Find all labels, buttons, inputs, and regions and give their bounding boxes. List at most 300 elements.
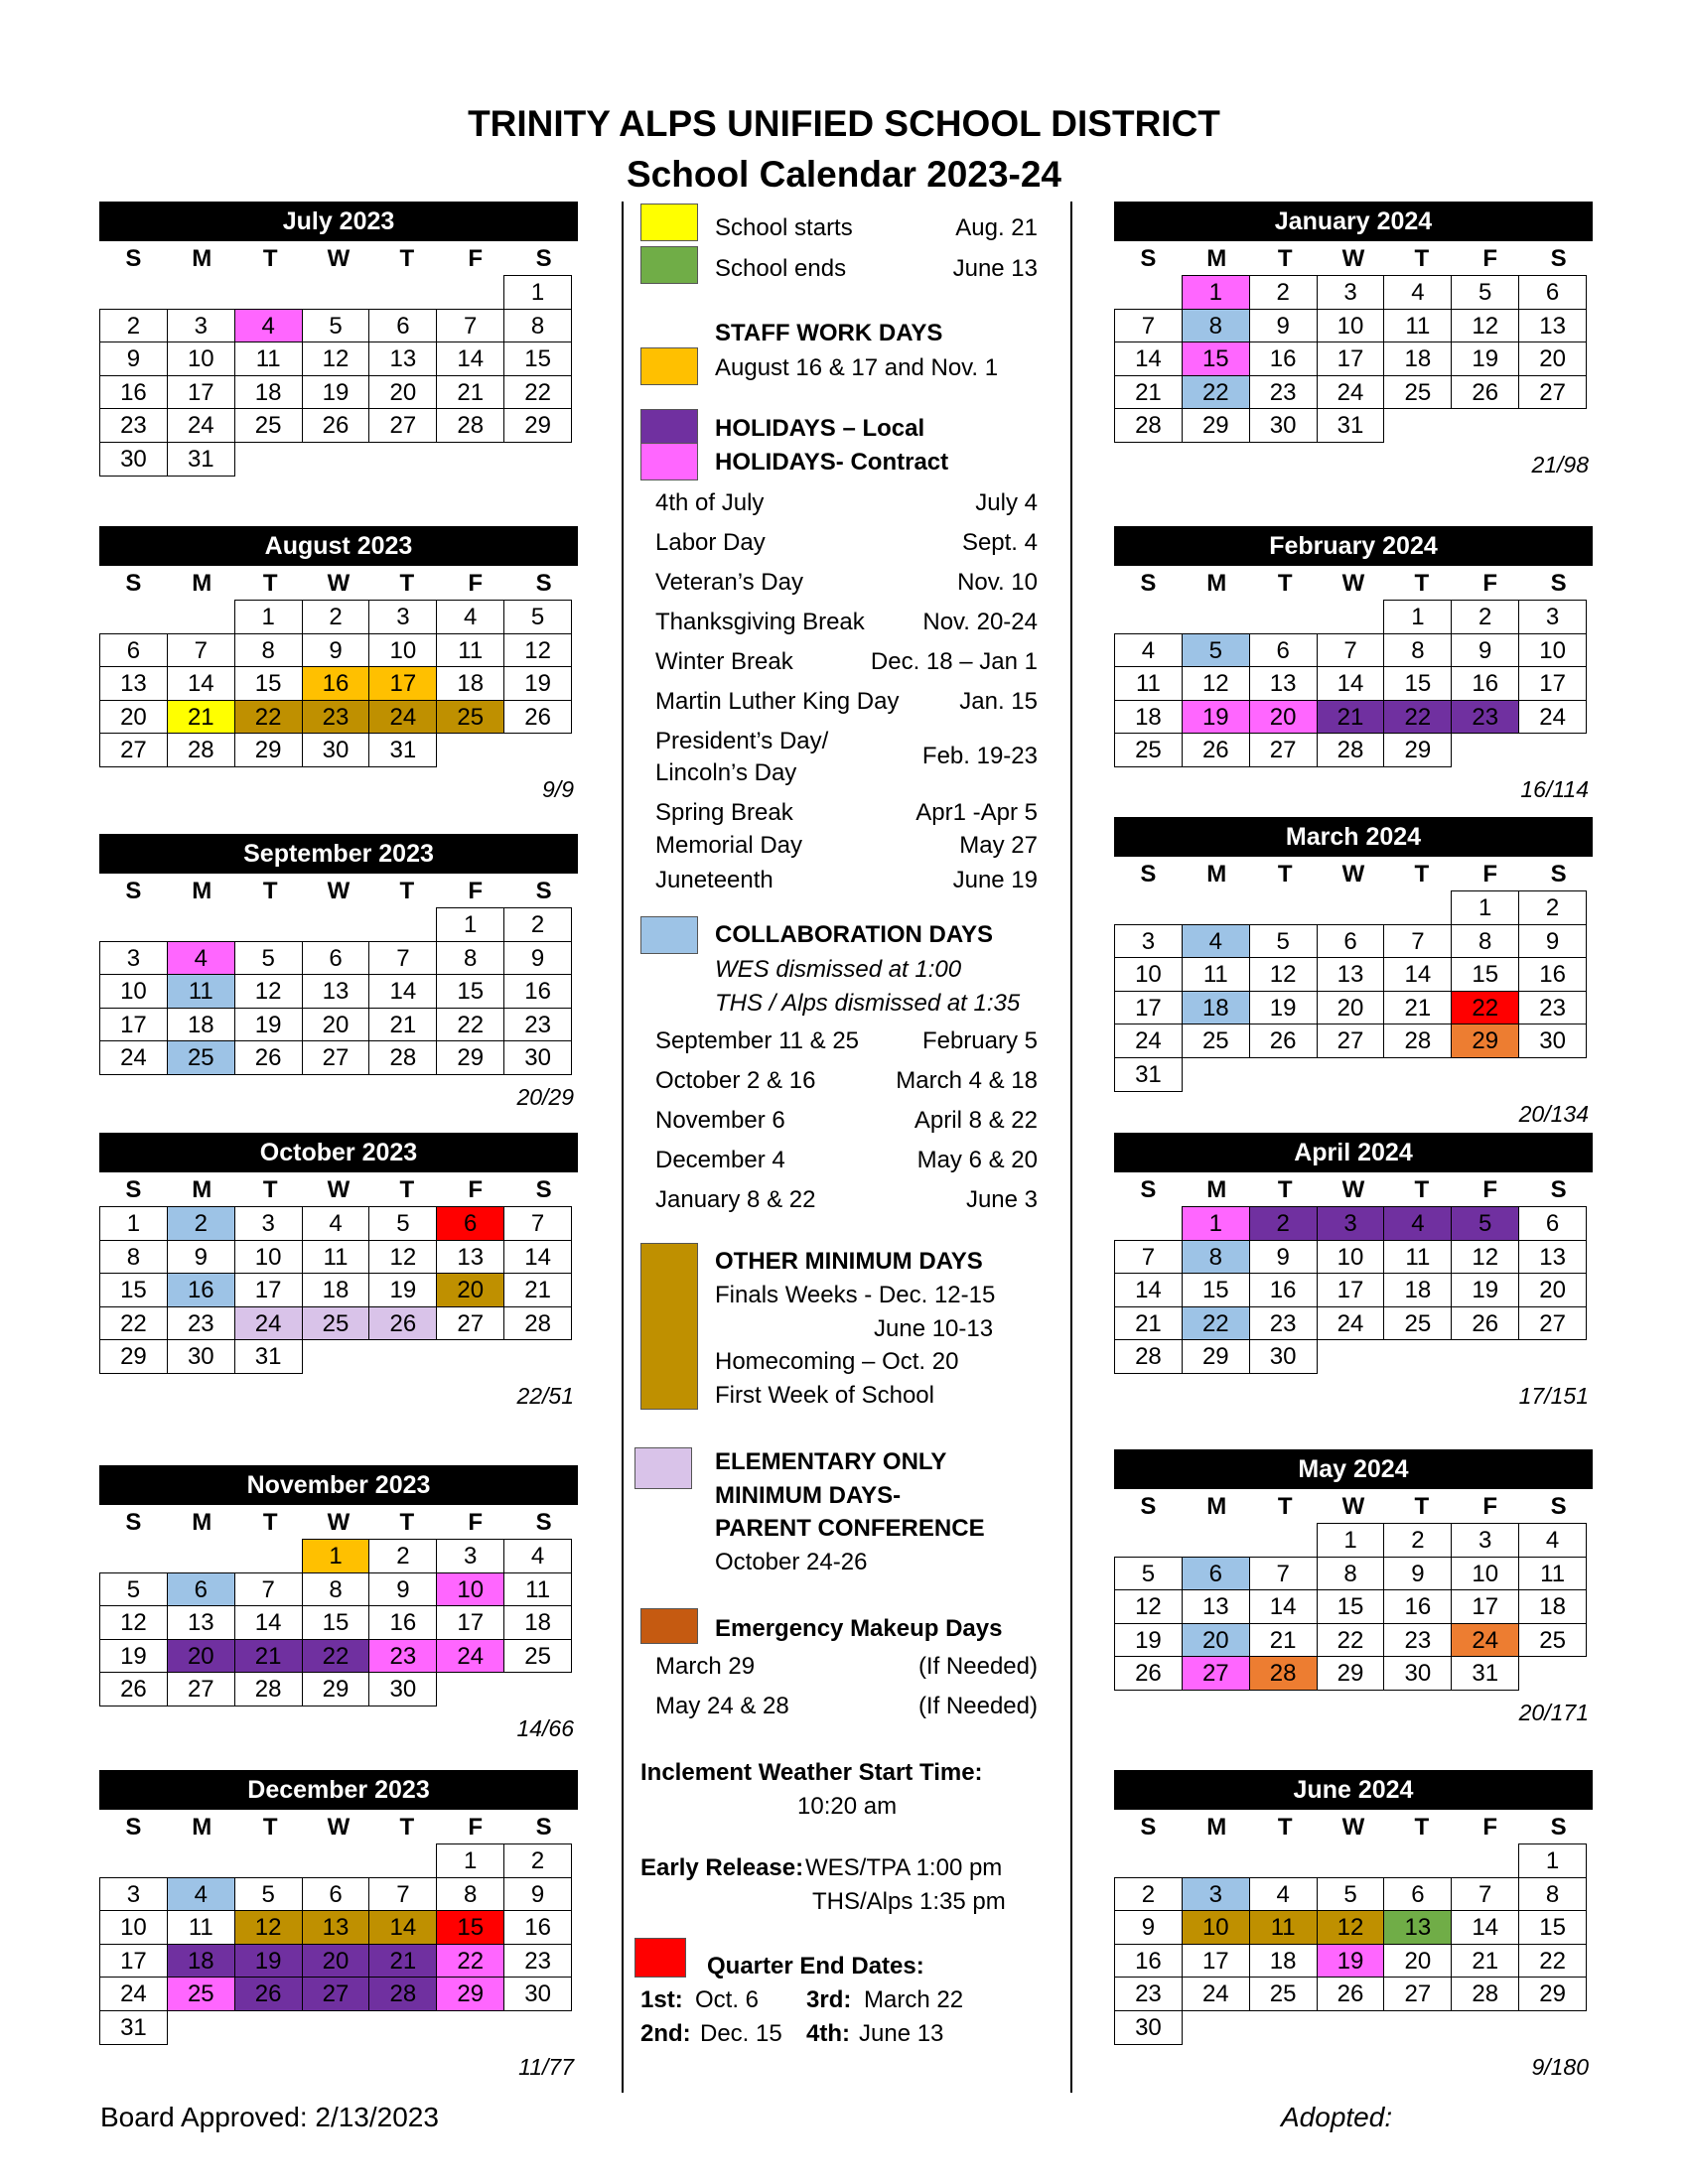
weekday-label: F: [468, 570, 484, 597]
month-title: April 2024: [1114, 1133, 1593, 1172]
staff-work-swatch: [640, 347, 698, 385]
day-cell: 13: [302, 1910, 370, 1945]
day-grid: [1114, 275, 1593, 442]
collaboration-title: COLLABORATION DAYS: [715, 921, 994, 948]
empty-cell: [1383, 890, 1452, 925]
month-november-2023: [99, 1465, 578, 1742]
day-cell: 30: [1249, 408, 1318, 443]
day-cell: 10: [1317, 1240, 1385, 1275]
weekday-header: [1114, 1810, 1593, 1843]
weekday-label: S: [535, 1814, 552, 1841]
school-ends-date: June 13: [952, 255, 1038, 282]
day-cell: 11: [1518, 1557, 1587, 1591]
min-days-title: OTHER MINIMUM DAYS: [715, 1248, 983, 1275]
day-cell: 25: [167, 1977, 235, 2011]
day-cell: 19: [1114, 1623, 1183, 1658]
day-cell: 22: [1182, 375, 1250, 410]
empty-cell: [234, 1539, 303, 1573]
day-cell: 15: [1182, 1273, 1250, 1307]
weekday-label: W: [327, 245, 351, 272]
day-cell: 15: [1182, 341, 1250, 376]
day-cell: 6: [368, 309, 437, 343]
day-cell: 27: [436, 1306, 504, 1341]
day-cell: 21: [167, 700, 235, 735]
day-cell: 9: [1518, 924, 1587, 959]
day-cell: 29: [1518, 1977, 1587, 2011]
day-cell: 8: [1182, 309, 1250, 343]
day-cell: 1: [234, 600, 303, 634]
day-cell: 18: [1249, 1944, 1318, 1979]
day-count: [99, 485, 578, 512]
month-title: February 2024: [1114, 526, 1593, 566]
empty-cell: [1249, 890, 1318, 925]
day-cell: 11: [436, 633, 504, 668]
day-cell: 6: [1518, 275, 1587, 310]
day-cell: 13: [1182, 1589, 1250, 1624]
day-cell: 1: [503, 275, 572, 310]
day-cell: 23: [1383, 1623, 1452, 1658]
empty-cell: [99, 1539, 168, 1573]
weekday-label: S: [535, 878, 552, 904]
board-approved: Board Approved: 2/13/2023: [100, 2102, 439, 2132]
empty-cell: [302, 275, 370, 310]
day-cell: 7: [1114, 309, 1183, 343]
collab-date-right: June 3: [965, 1186, 1038, 1213]
day-cell: 18: [302, 1273, 370, 1307]
weekday-header: [99, 1505, 578, 1539]
month-title: August 2023: [99, 526, 578, 566]
day-cell: 9: [1383, 1557, 1452, 1591]
day-cell: 2: [1451, 600, 1519, 634]
day-cell: 23: [99, 408, 168, 443]
weekday-label: F: [1482, 1814, 1498, 1841]
staff-work-dates: August 16 & 17 and Nov. 1: [715, 354, 999, 381]
day-cell: 22: [1451, 991, 1519, 1025]
day-cell: 25: [1383, 1306, 1452, 1341]
day-cell: 28: [167, 733, 235, 767]
empty-cell: [1114, 600, 1183, 634]
month-title: January 2024: [1114, 202, 1593, 241]
day-cell: 6: [1518, 1206, 1587, 1241]
weekday-label: T: [262, 1814, 278, 1841]
day-cell: 19: [302, 375, 370, 410]
weekday-label: T: [262, 1176, 278, 1203]
weekday-label: T: [1414, 1176, 1430, 1203]
day-cell: 16: [99, 375, 168, 410]
day-cell: 16: [167, 1273, 235, 1307]
weekday-label: S: [1140, 570, 1157, 597]
empty-cell: [302, 1843, 370, 1878]
month-title: March 2024: [1114, 817, 1593, 857]
q1-date: Oct. 6: [695, 1986, 760, 2013]
weekday-label: T: [1277, 245, 1293, 272]
empty-cell: [1317, 1843, 1385, 1878]
day-cell: 18: [436, 666, 504, 701]
empty-cell: [99, 275, 168, 310]
day-cell: 6: [1317, 924, 1385, 959]
empty-cell: [1182, 1843, 1250, 1878]
day-cell: 11: [1383, 309, 1452, 343]
weekday-header: [1114, 1489, 1593, 1523]
holiday-date: Sept. 4: [961, 529, 1038, 556]
day-cell: 25: [1518, 1623, 1587, 1658]
day-cell: 19: [1451, 1273, 1519, 1307]
day-cell: 1: [1518, 1843, 1587, 1878]
day-cell: 5: [302, 309, 370, 343]
weekday-label: W: [1341, 1814, 1365, 1841]
weekday-label: F: [468, 1814, 484, 1841]
day-cell: 26: [1451, 375, 1519, 410]
weekday-label: T: [399, 878, 415, 904]
day-cell: 10: [99, 1910, 168, 1945]
day-cell: 31: [1114, 1057, 1183, 1092]
holiday-name: Winter Break: [655, 648, 793, 675]
day-cell: 28: [1249, 1656, 1318, 1691]
q2-label: 2nd:: [640, 2020, 691, 2047]
day-cell: 28: [436, 408, 504, 443]
day-cell: 28: [1451, 1977, 1519, 2011]
day-count: 14/66: [516, 1714, 574, 1741]
day-count: 16/114: [1520, 775, 1589, 802]
day-cell: 28: [1114, 408, 1183, 443]
day-cell: 2: [1249, 275, 1318, 310]
day-cell: 27: [167, 1672, 235, 1706]
day-cell: 17: [99, 1008, 168, 1042]
day-cell: 1: [1451, 890, 1519, 925]
day-cell: 28: [234, 1672, 303, 1706]
day-cell: 18: [234, 375, 303, 410]
day-cell: 26: [99, 1672, 168, 1706]
day-cell: 4: [1383, 1206, 1452, 1241]
day-cell: 24: [1114, 1024, 1183, 1058]
day-cell: 26: [368, 1306, 437, 1341]
day-cell: 16: [1518, 957, 1587, 992]
weekday-label: T: [1277, 861, 1293, 887]
day-cell: 13: [1383, 1910, 1452, 1945]
weekday-label: W: [1341, 245, 1365, 272]
elementary-min-swatch: [634, 1447, 692, 1489]
day-cell: 5: [234, 1877, 303, 1912]
day-cell: 20: [1249, 700, 1318, 735]
day-cell: 23: [368, 1639, 437, 1674]
day-cell: 12: [503, 633, 572, 668]
day-cell: 2: [368, 1539, 437, 1573]
month-june-2024: [1114, 1770, 1593, 2081]
day-cell: 14: [1451, 1910, 1519, 1945]
day-cell: 11: [302, 1240, 370, 1275]
day-cell: 29: [503, 408, 572, 443]
day-cell: 20: [436, 1273, 504, 1307]
weekday-label: S: [1550, 245, 1567, 272]
weekday-label: T: [399, 1509, 415, 1536]
q4-label: 4th:: [806, 2020, 850, 2047]
month-august-2023: [99, 526, 578, 803]
weekday-label: T: [1414, 245, 1430, 272]
day-cell: 10: [368, 633, 437, 668]
day-cell: 13: [368, 341, 437, 376]
day-cell: 4: [167, 941, 235, 976]
weekday-label: W: [327, 570, 351, 597]
day-cell: 4: [1383, 275, 1452, 310]
day-cell: 5: [234, 941, 303, 976]
day-cell: 25: [503, 1639, 572, 1674]
day-cell: 25: [1182, 1024, 1250, 1058]
weekday-label: S: [125, 1176, 142, 1203]
day-cell: 14: [368, 1910, 437, 1945]
collab-date-right: February 5: [921, 1027, 1038, 1054]
holiday-name: Memorial Day: [655, 832, 803, 859]
day-cell: 15: [1451, 957, 1519, 992]
day-cell: 13: [436, 1240, 504, 1275]
day-cell: 28: [368, 1977, 437, 2011]
collab-ths-note: THS / Alps dismissed at 1:35: [715, 990, 1021, 1017]
day-cell: 13: [1518, 309, 1587, 343]
day-cell: 3: [1114, 924, 1183, 959]
day-cell: 2: [302, 600, 370, 634]
district-title: TRINITY ALPS UNIFIED SCHOOL DISTRICT: [468, 103, 1220, 144]
day-cell: 7: [503, 1206, 572, 1241]
empty-cell: [167, 1539, 235, 1573]
day-cell: 27: [1182, 1656, 1250, 1691]
day-cell: 8: [234, 633, 303, 668]
weekday-label: S: [125, 1509, 142, 1536]
day-cell: 16: [503, 1910, 572, 1945]
weekday-header: [1114, 241, 1593, 275]
day-cell: 1: [99, 1206, 168, 1241]
weekday-label: M: [192, 1509, 212, 1536]
day-cell: 6: [1249, 633, 1318, 668]
day-cell: 7: [368, 941, 437, 976]
day-cell: 18: [167, 1944, 235, 1979]
weekday-label: M: [192, 570, 212, 597]
day-cell: 4: [1114, 633, 1183, 668]
weekday-label: T: [1277, 570, 1293, 597]
day-cell: 15: [1518, 1910, 1587, 1945]
month-march-2024: [1114, 817, 1593, 1128]
day-cell: 21: [368, 1008, 437, 1042]
collab-date-left: January 8 & 22: [655, 1186, 816, 1213]
day-cell: 21: [1317, 700, 1385, 735]
day-cell: 10: [1182, 1910, 1250, 1945]
day-cell: 8: [436, 1877, 504, 1912]
collaboration-swatch: [640, 916, 698, 954]
day-cell: 2: [1114, 1877, 1183, 1912]
emergency-date-2: May 24 & 28: [655, 1693, 789, 1719]
day-cell: 20: [1317, 991, 1385, 1025]
elementary-title-3: PARENT CONFERENCE: [715, 1515, 985, 1542]
holiday-name: 4th of July: [655, 489, 765, 516]
weekday-label: W: [1341, 570, 1365, 597]
weekday-label: F: [1482, 570, 1498, 597]
day-cell: 16: [1383, 1589, 1452, 1624]
day-cell: 2: [503, 907, 572, 942]
day-cell: 12: [99, 1605, 168, 1640]
day-cell: 1: [1383, 600, 1452, 634]
day-cell: 28: [1383, 1024, 1452, 1058]
day-cell: 9: [503, 941, 572, 976]
day-cell: 17: [1518, 666, 1587, 701]
weekday-label: S: [125, 245, 142, 272]
day-cell: 16: [302, 666, 370, 701]
day-cell: 26: [503, 700, 572, 735]
day-cell: 12: [1182, 666, 1250, 701]
day-cell: 1: [436, 907, 504, 942]
day-cell: 22: [302, 1639, 370, 1674]
weekday-label: T: [262, 1509, 278, 1536]
day-cell: 25: [234, 408, 303, 443]
day-count: 20/29: [516, 1083, 574, 1110]
collab-date-right: April 8 & 22: [914, 1107, 1038, 1134]
day-cell: 22: [503, 375, 572, 410]
day-cell: 9: [503, 1877, 572, 1912]
day-cell: 18: [167, 1008, 235, 1042]
emergency-title: Emergency Makeup Days: [715, 1615, 1003, 1642]
day-cell: 21: [1114, 1306, 1183, 1341]
day-cell: 23: [302, 700, 370, 735]
day-cell: 19: [234, 1008, 303, 1042]
holiday-date: June 19: [952, 867, 1038, 893]
weekday-label: W: [327, 878, 351, 904]
empty-cell: [1249, 1523, 1318, 1558]
day-cell: 26: [234, 1040, 303, 1075]
empty-cell: [234, 1843, 303, 1878]
day-cell: 11: [1383, 1240, 1452, 1275]
day-cell: 11: [503, 1572, 572, 1607]
empty-cell: [1249, 1843, 1318, 1878]
day-cell: 25: [1114, 733, 1183, 767]
day-cell: 29: [436, 1040, 504, 1075]
empty-cell: [1317, 600, 1385, 634]
day-cell: 17: [368, 666, 437, 701]
day-cell: 22: [234, 700, 303, 735]
weekday-label: S: [1550, 570, 1567, 597]
weekday-label: M: [192, 245, 212, 272]
weekday-label: M: [1206, 861, 1227, 887]
early-release-wes: WES/TPA 1:00 pm: [805, 1854, 1003, 1881]
day-cell: 21: [1383, 991, 1452, 1025]
weekday-header: [99, 241, 578, 275]
day-cell: 9: [99, 341, 168, 376]
day-cell: 27: [1317, 1024, 1385, 1058]
weekday-label: W: [1341, 1493, 1365, 1520]
day-cell: 23: [1249, 375, 1318, 410]
day-cell: 3: [99, 941, 168, 976]
day-cell: 5: [1249, 924, 1318, 959]
day-cell: 3: [1451, 1523, 1519, 1558]
weekday-label: S: [1140, 861, 1157, 887]
day-cell: 14: [1249, 1589, 1318, 1624]
weekday-label: T: [1277, 1493, 1293, 1520]
day-cell: 11: [234, 341, 303, 376]
day-cell: 4: [1249, 1877, 1318, 1912]
day-cell: 9: [1114, 1910, 1183, 1945]
day-cell: 19: [1182, 700, 1250, 735]
day-cell: 31: [368, 733, 437, 767]
q3-date: March 22: [864, 1986, 964, 2013]
weekday-label: S: [125, 1814, 142, 1841]
day-cell: 28: [1114, 1339, 1183, 1374]
day-cell: 7: [1317, 633, 1385, 668]
day-cell: 13: [167, 1605, 235, 1640]
weekday-label: M: [1206, 570, 1227, 597]
day-cell: 19: [1317, 1944, 1385, 1979]
day-cell: 11: [1249, 1910, 1318, 1945]
divider-right: [1070, 202, 1072, 2093]
day-cell: 13: [1249, 666, 1318, 701]
school-starts-swatch: [640, 204, 698, 241]
day-cell: 29: [1383, 733, 1452, 767]
day-cell: 10: [1518, 633, 1587, 668]
empty-cell: [1383, 1843, 1452, 1878]
month-title: October 2023: [99, 1133, 578, 1172]
holiday-name: Juneteenth: [655, 867, 774, 893]
day-cell: 19: [1249, 991, 1318, 1025]
calendar-subtitle: School Calendar 2023-24: [626, 154, 1062, 195]
divider-left: [622, 202, 624, 2093]
day-cell: 9: [368, 1572, 437, 1607]
day-cell: 18: [1383, 341, 1452, 376]
day-cell: 24: [167, 408, 235, 443]
day-cell: 15: [436, 1910, 504, 1945]
weekday-label: M: [192, 1176, 212, 1203]
day-cell: 23: [503, 1944, 572, 1979]
day-cell: 6: [302, 941, 370, 976]
weekday-label: T: [1277, 1814, 1293, 1841]
day-cell: 24: [436, 1639, 504, 1674]
weekday-label: T: [1277, 1176, 1293, 1203]
weekday-label: T: [262, 878, 278, 904]
school-ends-label: School ends: [715, 255, 847, 282]
holiday-local-swatch: [640, 409, 698, 447]
day-cell: 4: [234, 309, 303, 343]
day-cell: 26: [1114, 1656, 1183, 1691]
day-cell: 9: [302, 633, 370, 668]
day-cell: 8: [1182, 1240, 1250, 1275]
day-cell: 8: [1518, 1877, 1587, 1912]
weekday-label: T: [399, 570, 415, 597]
day-cell: 16: [503, 974, 572, 1009]
day-cell: 14: [503, 1240, 572, 1275]
adopted-label: Adopted:: [1281, 2102, 1393, 2132]
day-cell: 29: [234, 733, 303, 767]
day-cell: 10: [436, 1572, 504, 1607]
weekday-header: [1114, 566, 1593, 600]
min-days-finals: Finals Weeks - Dec. 12-15: [715, 1282, 996, 1308]
weekday-label: F: [1482, 245, 1498, 272]
weekday-label: F: [1482, 1493, 1498, 1520]
day-cell: 1: [1182, 1206, 1250, 1241]
elementary-title-2: MINIMUM DAYS-: [715, 1482, 902, 1509]
day-cell: 20: [302, 1944, 370, 1979]
day-cell: 18: [1383, 1273, 1452, 1307]
day-cell: 28: [368, 1040, 437, 1075]
day-cell: 29: [1182, 1339, 1250, 1374]
day-cell: 18: [1182, 991, 1250, 1025]
day-cell: 10: [99, 974, 168, 1009]
day-cell: 25: [302, 1306, 370, 1341]
holiday-name: President’s Day/: [655, 728, 829, 754]
weekday-label: W: [327, 1509, 351, 1536]
day-cell: 22: [436, 1944, 504, 1979]
day-cell: 5: [1451, 1206, 1519, 1241]
day-cell: 10: [167, 341, 235, 376]
day-cell: 17: [1317, 1273, 1385, 1307]
day-cell: 15: [503, 341, 572, 376]
day-cell: 24: [234, 1306, 303, 1341]
holiday-name: Spring Break: [655, 799, 793, 826]
day-count: 17/151: [1518, 1382, 1589, 1409]
day-cell: 12: [368, 1240, 437, 1275]
